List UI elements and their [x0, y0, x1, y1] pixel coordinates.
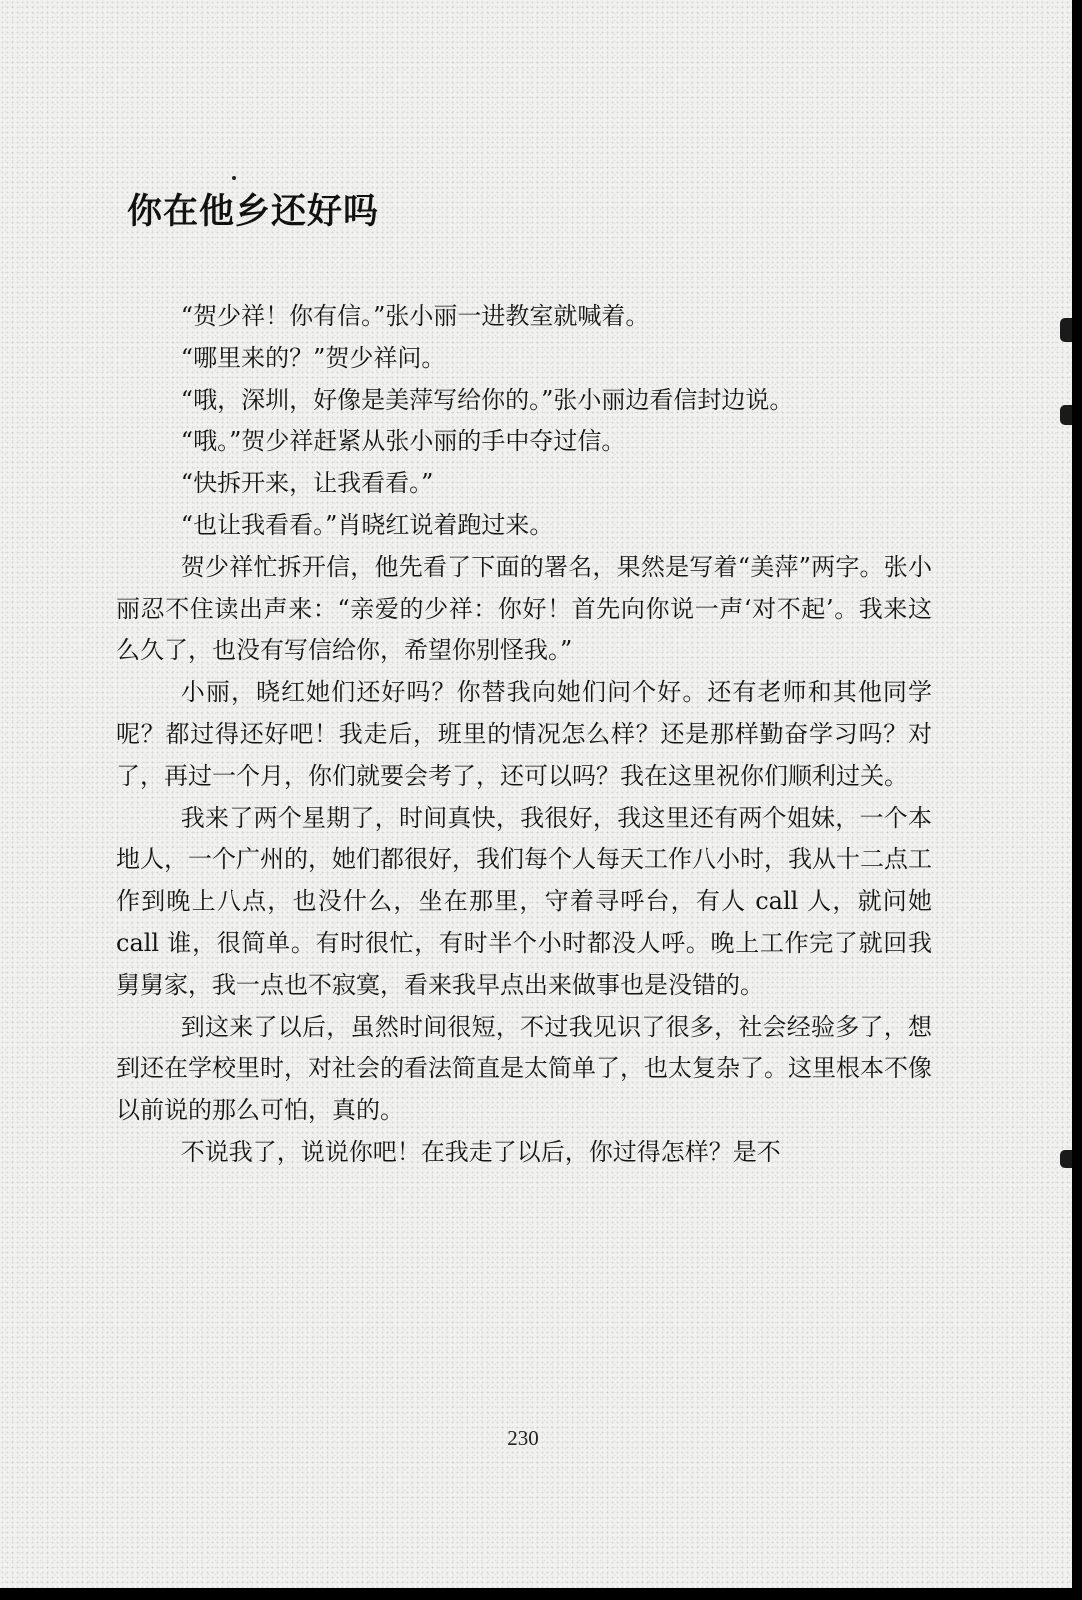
paragraph: 我来了两个星期了，时间真快，我很好，我这里还有两个姐妹，一个本地人，一个广州的，她们都很好，我们每个人每天工作八小时，我从十二点工作到晚上八点，也没什么，坐在那里，守着寻呼台，有人 call 人，就问她 call 谁，很简单。有时很忙，有时半个小时都没人呼。晚上工作完了就回我舅舅家，我一点也不寂寞，看来我早点出来做事也是没错的。 [116, 803, 932, 999]
binding-mark [1060, 1150, 1072, 1168]
paragraph: 不说我了，说说你吧！在我走了以后，你过得怎样？是不 [180, 1137, 781, 1166]
ink-speck [232, 176, 236, 180]
binding-mark [1060, 318, 1072, 342]
paragraph: 到这来了以后，虽然时间很短，不过我见识了很多，社会经验多了，想到还在学校里时，对社会的看法简直是太简单了，也太复杂了。这里根本不像以前说的那么可怕，真的。 [116, 1012, 932, 1125]
paragraph: “哪里来的？”贺少祥问。 [180, 343, 446, 372]
paragraph: “哦，深圳，好像是美萍写给你的。”张小丽边看信封边说。 [180, 385, 794, 414]
paragraph: 贺少祥忙拆开信，他先看了下面的署名，果然是写着“美萍”两字。张小丽忍不住读出声来：“亲爱的少祥：你好！首先向你说一声‘对不起’。我来这么久了，也没有写信给你，希望你别怪我。” [116, 552, 932, 665]
page-number: 230 [507, 1426, 539, 1450]
paragraph: “贺少祥！你有信。”张小丽一进教室就喊着。 [180, 302, 650, 330]
paragraph: “也让我看看。”肖晓红说着跑过来。 [180, 510, 554, 539]
paragraph: “哦。”贺少祥赶紧从张小丽的手中夺过信。 [180, 427, 626, 456]
binding-mark [1060, 405, 1072, 425]
paragraph: 小丽，晓红她们还好吗？你替我向她们问个好。还有老师和其他同学呢？都过得还好吧！我走后，班里的情况怎么样？还是那样勤奋学习吗？对了，再过一个月，你们就要会考了，还可以吗？我在这里祝你们顺利过关。 [116, 678, 932, 790]
paragraph: “快拆开来，让我看看。” [180, 469, 434, 498]
body-text [116, 296, 932, 1174]
chapter-title: 你在他乡还好吗 [127, 192, 380, 232]
